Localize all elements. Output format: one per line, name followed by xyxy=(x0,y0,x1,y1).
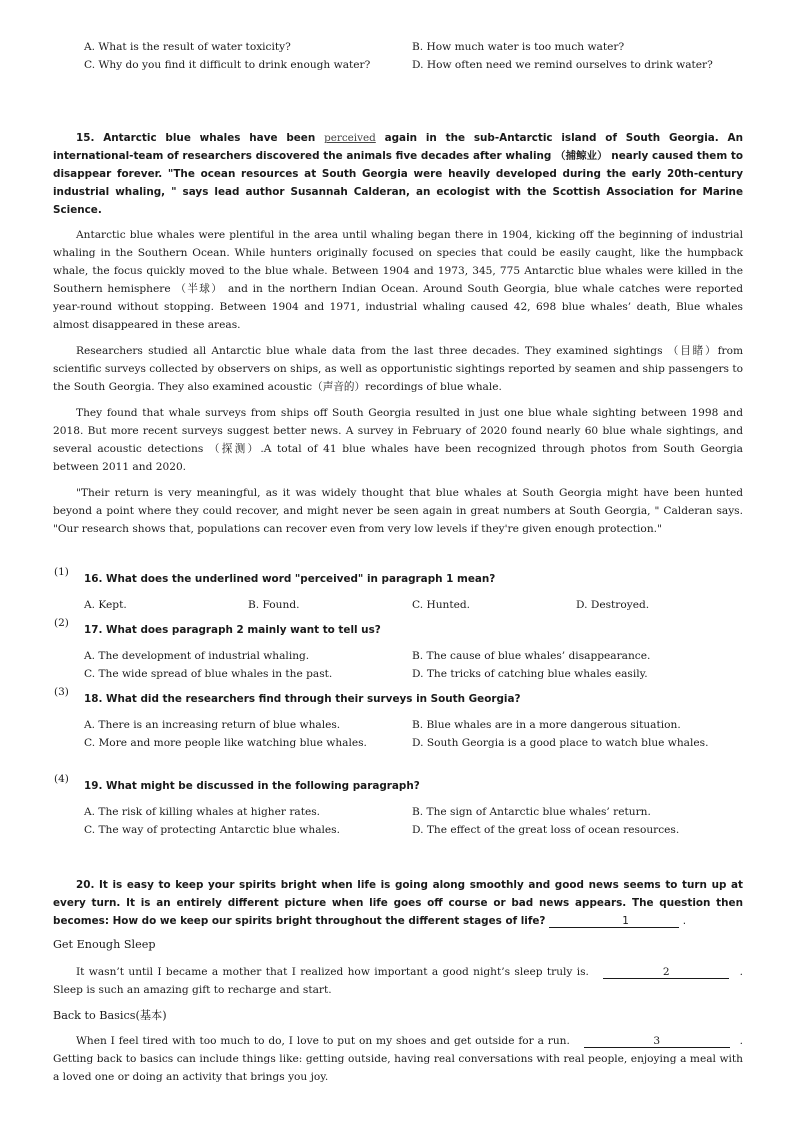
q15-intro-before: Antarctic blue whales have been xyxy=(103,132,316,144)
option-b: B. How much water is too much water? xyxy=(412,41,625,53)
option-a: A. What is the result of water toxicity? xyxy=(84,41,291,53)
q17-option-b: B. The cause of blue whales’ disappearance. xyxy=(412,650,651,662)
question-19: 19. What might be discussed in the following paragraph? xyxy=(84,780,420,792)
q19-option-b: B. The sign of Antarctic blue whales’ return. xyxy=(412,806,651,818)
q17-option-a: A. The development of industrial whaling. xyxy=(84,650,310,662)
q16-option-d: D. Destroyed. xyxy=(576,599,650,611)
question-19-options xyxy=(84,803,764,839)
question-16: 16. What does the underlined word "perceived" in paragraph 1 mean? xyxy=(84,573,496,585)
q20-intro-text: It is easy to keep your spirits bright when life is going along smoothly and good news seems to turn up at every turn. It is an entirely different picture when life goes off course or bad news appears. The question then becomes: How do we keep our spirits bright throughout the different stages of life? xyxy=(53,879,743,927)
option-c: C. Why do you find it difficult to drink enough water? xyxy=(84,59,371,71)
q18-option-d: D. South Georgia is a good place to watch blue whales. xyxy=(412,737,709,749)
q16-option-a: A. Kept. xyxy=(84,599,127,611)
q19-option-a: A. The risk of killing whales at higher rates. xyxy=(84,806,321,818)
q20-intro xyxy=(53,876,743,930)
question-label: (3) xyxy=(54,686,69,698)
para-basics-before: When I feel tired with too much to do, I love to put on my shoes and get outside for a run. xyxy=(76,1035,570,1047)
question-label: (4) xyxy=(54,773,69,785)
blank-3: 3 xyxy=(584,1035,730,1048)
q16-option-b: B. Found. xyxy=(248,599,300,611)
underlined-word: perceived xyxy=(324,132,376,144)
q15-intro-after: again in the sub-Antarctic island of South Georgia. An international-team of researchers discovered the animals five decades after whaling （捕鲸业） nearly caused them to disappear forever. "The ocean resources at South Georgia were heavily developed during the early 20th-century industrial whaling, " says lead author Susannah Calderan, an ecologist with the Scottish Association for Marine Science. xyxy=(53,132,743,216)
para-basics-after: . Getting back to basics can include things like: getting outside, having real conversations with real people, enjoying a meal with a loved one or doing an activity that brings you joy. xyxy=(53,1035,743,1083)
question-17: 17. What does paragraph 2 mainly want to tell us? xyxy=(84,624,381,636)
section-heading-sleep: Get Enough Sleep xyxy=(53,938,156,951)
q18-option-c: C. More and more people like watching blue whales. xyxy=(84,737,367,749)
q20-paragraph-sleep xyxy=(53,963,743,999)
passage-paragraph-4: They found that whale surveys from ships off South Georgia resulted in just one blue whale sighting between 1998 and 2018. But more recent surveys suggest better news. A survey in February of 2020 found nearly 60 blue whale sightings, and several acoustic detections （探测）.A total of 41 blue whales have been recognized through photos from South Georgia between 2011 and 2020. xyxy=(53,407,743,473)
q17-option-d: D. The tricks of catching blue whales easily. xyxy=(412,668,648,680)
prev-question-options xyxy=(84,38,764,74)
question-label: (2) xyxy=(54,617,69,629)
q17-option-c: C. The wide spread of blue whales in the past. xyxy=(84,668,333,680)
question-16-options xyxy=(84,596,764,614)
question-17-options xyxy=(84,647,764,683)
sentence-end: . xyxy=(682,915,686,927)
question-label: (1) xyxy=(54,566,69,578)
question-18: 18. What did the researchers find through their surveys in South Georgia? xyxy=(84,693,521,705)
passage-paragraph-5: "Their return is very meaningful, as it was widely thought that blue whales at South Georgia might have been hunted beyond a point where they could recover, and might never be seen again in great numbers at South Georgia, " Calderan says. "Our research shows that, populations can recover even from very low levels if they're given enough protection." xyxy=(53,487,743,535)
q18-option-b: B. Blue whales are in a more dangerous situation. xyxy=(412,719,681,731)
q19-option-c: C. The way of protecting Antarctic blue whales. xyxy=(84,824,340,836)
q15-number: 15. xyxy=(76,132,95,144)
blank-2: 2 xyxy=(603,966,729,979)
q16-option-c: C. Hunted. xyxy=(412,599,471,611)
passage-paragraph-3: Researchers studied all Antarctic blue whale data from the last three decades. They examined sightings （目睹）from scientific surveys collected by observers on ships, as well as opportunistic sightings reported by seamen and ship passengers to the South Georgia. They also examined acoustic（声音的）recordings of blue whale. xyxy=(53,345,743,393)
para-sleep-after: . Sleep is such an amazing gift to recharge and start. xyxy=(53,966,743,996)
blank-1: 1 xyxy=(549,915,679,928)
question-18-options xyxy=(84,716,764,752)
passage-paragraph-2: Antarctic blue whales were plentiful in the area until whaling began there in 1904, kicking off the beginning of industrial whaling in the Southern Ocean. While hunters originally focused on species that could be easily caught, like the humpback whale, the focus quickly moved to the blue whale. Between 1904 and 1973, 345, 775 Antarctic blue whales were killed in the Southern hemisphere （半球） and in the northern Indian Ocean. Around South Georgia, blue whale catches were reported year-round without stopping. Between 1904 and 1971, industrial whaling caused 42, 698 blue whales’ death, Blue whales almost disappeared in these areas. xyxy=(53,229,743,331)
option-d: D. How often need we remind ourselves to drink water? xyxy=(412,59,713,71)
section-heading-basics: Back to Basics(基本) xyxy=(53,1009,167,1022)
q18-option-a: A. There is an increasing return of blue whales. xyxy=(84,719,341,731)
q19-option-d: D. The effect of the great loss of ocean resources. xyxy=(412,824,680,836)
q15-intro xyxy=(53,129,743,219)
q20-paragraph-basics xyxy=(53,1032,743,1086)
q20-number: 20. xyxy=(76,879,95,891)
para-sleep-before: It wasn’t until I became a mother that I realized how important a good night’s sleep truly is. xyxy=(76,966,589,978)
